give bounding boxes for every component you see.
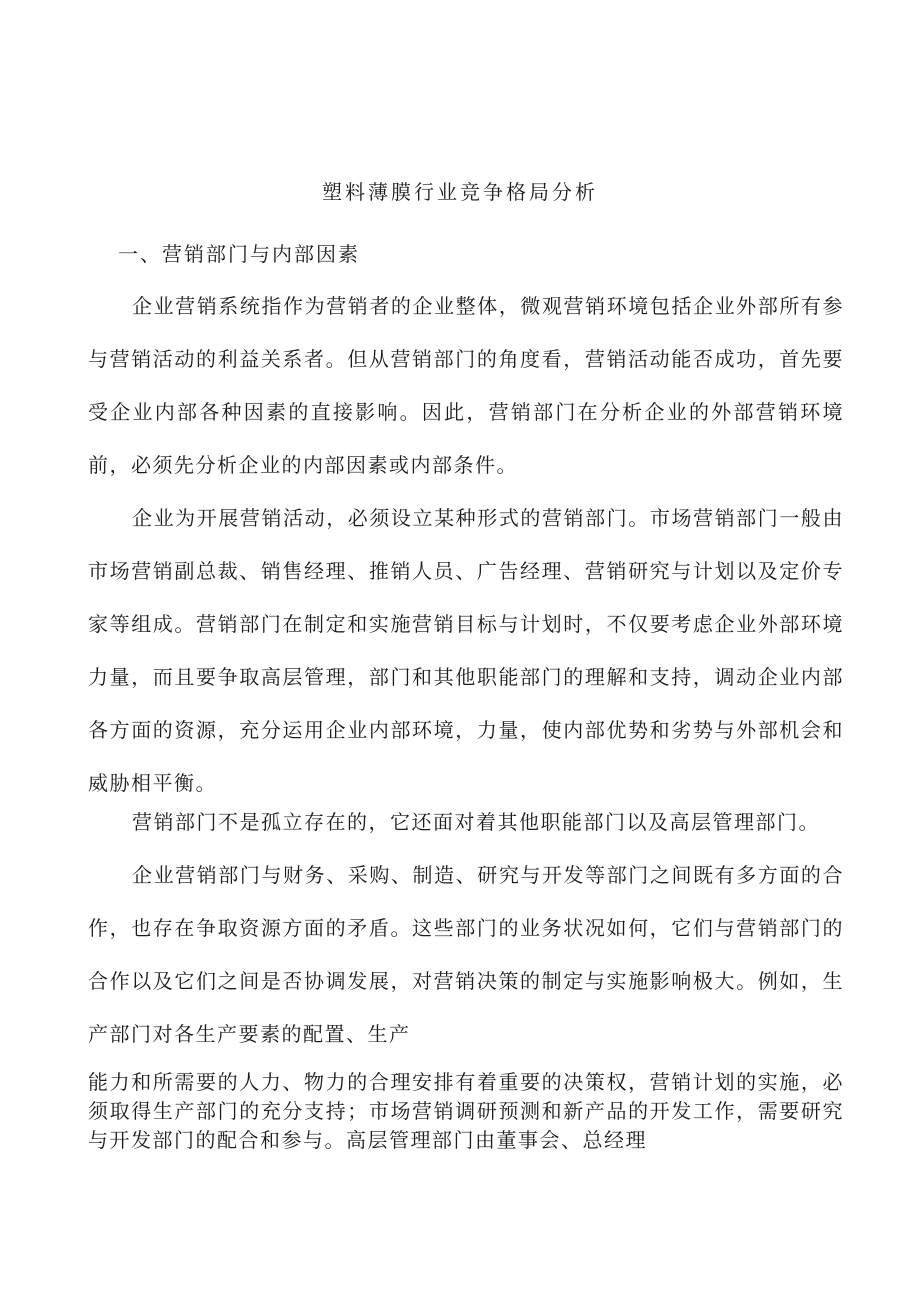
paragraph-3: 营销部门不是孤立存在的，它还面对着其他职能部门以及高层管理部门。 [132, 810, 820, 834]
paragraph-2: 企业为开展营销活动，必须设立某种形式的营销部门。市场营销部门一般由市场营销副总裁、销售经理、推销人员、广告经理、营销研究与计划以及定价专家等组成。营销部门在制定和实施营销目标与计划时，不仅要考虑企业外部环境力量，而且要争取高层管理，部门和其他职能部门的理解和支持，调动企业内部各方面的资源，充分运用企业内部环境，力量，使内部优势和劣势与外部机会和威胁相平衡。 [88, 506, 844, 795]
paragraph-4: 企业营销部门与财务、采购、制造、研究与开发等部门之间既有多方面的合作，也存在争取资源方面的矛盾。这些部门的业务状况如何，它们与营销部门的合作以及它们之间是否协调发展，对营销决策的制定与实施影响极大。例如，生产部门对各生产要素的配置、生产 [88, 863, 844, 1046]
section-heading: 一、营销部门与内部因素 [118, 242, 360, 266]
continuation-paragraph: 能力和所需要的人力、物力的合理安排有着重要的决策权，营销计划的实施，必须取得生产部门的充分支持；市场营销调研预测和新产品的开发工作，需要研究与开发部门的配合和参与。高层管理部门由董事会、总经理 [88, 1070, 844, 1152]
document-title: 塑料薄膜行业竞争格局分析 [322, 180, 598, 204]
paragraph-1: 企业营销系统指作为营销者的企业整体，微观营销环境包括企业外部所有参与营销活动的利益关系者。但从营销部门的角度看，营销活动能否成功，首先要受企业内部各种因素的直接影响。因此，营销部门在分析企业的外部营销环境前，必须先分析企业的内部因素或内部条件。 [88, 294, 844, 477]
